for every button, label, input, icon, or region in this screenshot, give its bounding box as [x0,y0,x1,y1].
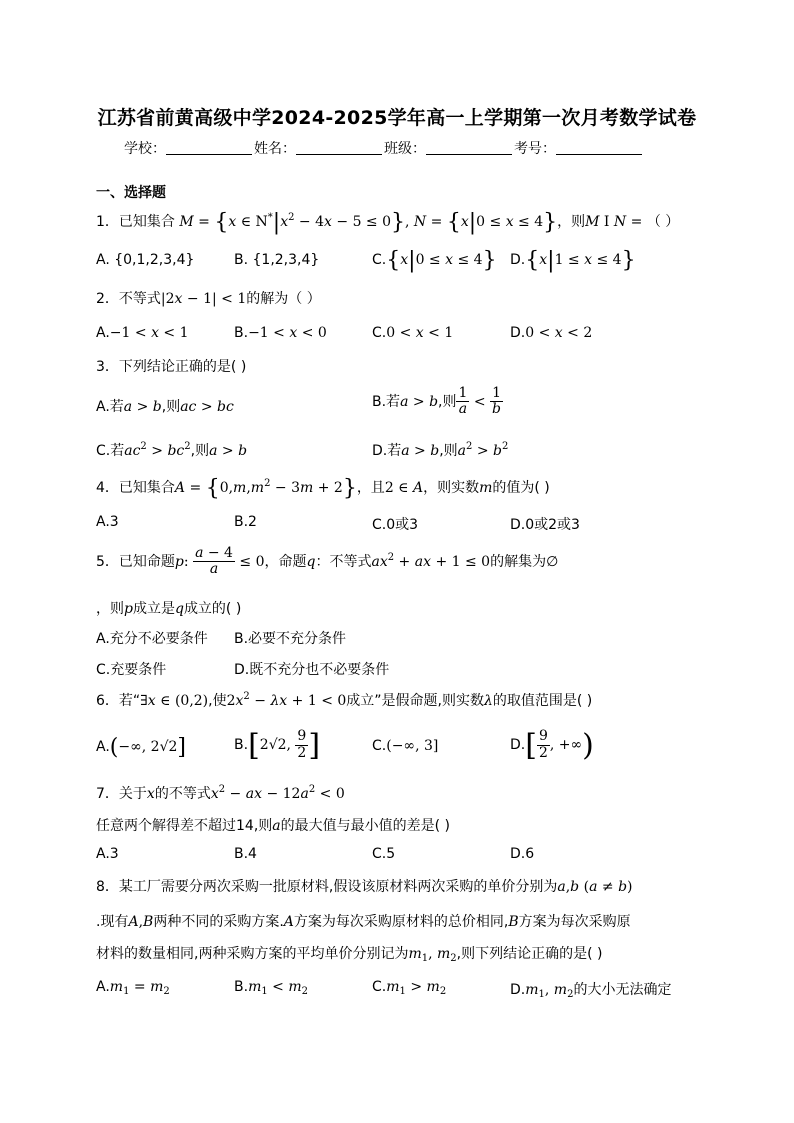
question-3: 3．下列结论正确的是( ) [96,359,247,375]
question-1: 1．已知集合 M = {x ∈ $N^*|x^2 - 4x - 5 \le 0$}, N = {x|0 ≤ x ≤ 4}，则M I N = （ ） [96,210,680,235]
q6-option-c[interactable]: C.(−∞, 3] [372,738,439,754]
q1-option-a[interactable]: A. {0,1,2,3,4} [96,252,195,268]
class-blank[interactable] [426,140,512,155]
q2-option-a[interactable]: A.−1 < x < 1 [96,325,189,341]
section-heading: 一、选择题 [96,185,166,201]
q6-option-a[interactable]: A.(−∞, 2√2] [96,735,186,760]
q7-option-b[interactable]: B.4 [234,846,257,862]
q6-option-b[interactable]: B.[2√2, $\frac{9}{2}$ ] [234,728,321,763]
q2-option-b[interactable]: B.−1 < x < 0 [234,325,327,341]
question-8-line2: .现有A,B两种不同的采购方案.A方案为每次采购原材料的总价相同,B方案为每次采购原 [96,914,631,930]
q6-option-d[interactable]: D.[ $\frac{9}{2}$ , +∞) [510,728,594,763]
question-7-line2: 任意两个解得差不超过14,则a的最大值与最小值的差是( ) [96,818,450,834]
q5-option-b[interactable]: B.必要不充分条件 [234,631,347,647]
name-blank[interactable] [296,140,382,155]
q2-option-c[interactable]: C.0 < x < 1 [372,325,454,341]
q7-option-a[interactable]: A.3 [96,846,119,862]
school-blank[interactable] [166,140,252,155]
q3-option-a[interactable]: A.若a > b,则ac > bc [96,399,234,415]
q3-option-d[interactable]: D.若a > b,则$a^2 > b^2$ [372,441,509,459]
q5-option-d[interactable]: D.既不充分也不必要条件 [234,662,390,678]
q1-option-c[interactable]: C.{x|0 ≤ x ≤ 4} [372,248,497,273]
question-8-line3: 材料的数量相同,两种采购方案的平均单价分别记为$m_1$, $m_2$,则下列结论正确的是( ) [96,946,603,964]
number-blank[interactable] [556,140,642,155]
q5-option-c[interactable]: C.充要条件 [96,662,167,678]
name-label: 姓名： [254,141,296,157]
q4-option-a[interactable]: A.3 [96,514,119,530]
question-5: 5．已知命题p: $\frac{a - 4}{a}$ ≤ 0，命题q：不等式$ax^2$ + ax + 1 ≤ 0的解集为∅ [96,545,559,578]
question-7: 7．关于x的不等式$x^2$ − ax − $12a^2 < 0$ [96,784,345,802]
q1-option-b[interactable]: B. {1,2,3,4} [234,252,320,268]
school-label: 学校： [124,141,166,157]
q5-option-a[interactable]: A.充分不必要条件 [96,631,208,647]
q2-option-d[interactable]: D.0 < x < 2 [510,325,593,341]
q8-option-c[interactable]: $C.m_1 > m_2$ [372,979,447,997]
question-4: 4．已知集合$A = \{0,m,m^2 - 3m + 2\}$，且2 ∈ A，则实数m的值为( ) [96,476,550,501]
question-2: 2．不等式|2x − 1| < 1的解为（ ） [96,291,321,307]
student-info-line [124,138,644,158]
q3-option-b[interactable]: B.若a > b,则 $\frac{1}{a}$ < $\frac{1}{b}$ [372,385,502,418]
q4-option-b[interactable]: B.2 [234,514,257,530]
exam-title: 江苏省前黄高级中学2024-2025学年高一上学期第一次月考数学试卷 [97,107,697,129]
q8-option-a[interactable]: $A.m_1 = m_2$ [96,979,170,997]
q8-option-b[interactable]: $B.m_1 < m_2$ [234,979,309,997]
q8-option-d[interactable]: $D.m_1$, $m_2$的大小无法确定 [510,982,672,1000]
q3-option-c[interactable]: C.若$ac^2 > bc^2$,则a > b [96,441,248,459]
number-label: 考号： [514,141,556,157]
q7-option-c[interactable]: C.5 [372,846,396,862]
question-6: 6．若“∃x ∈ (0,2),使$2x^2 - \lambda x + 1 < 0$成立”是假命题,则实数λ的取值范围是( ) [96,691,593,709]
q1-option-d[interactable]: D.{x|1 ≤ x ≤ 4} [510,248,636,273]
q7-option-d[interactable]: D.6 [510,846,535,862]
question-5-line2: ，则p成立是q成立的( ) [96,601,242,617]
q4-option-c[interactable]: C.0或3 [372,517,419,533]
question-8: 8．某工厂需要分两次采购一批原材料,假设该原材料两次采购的单价分别为a,b (a ≠ b) [96,879,633,895]
class-label: 班级： [384,141,426,157]
q4-option-d[interactable]: D.0或2或3 [510,517,580,533]
